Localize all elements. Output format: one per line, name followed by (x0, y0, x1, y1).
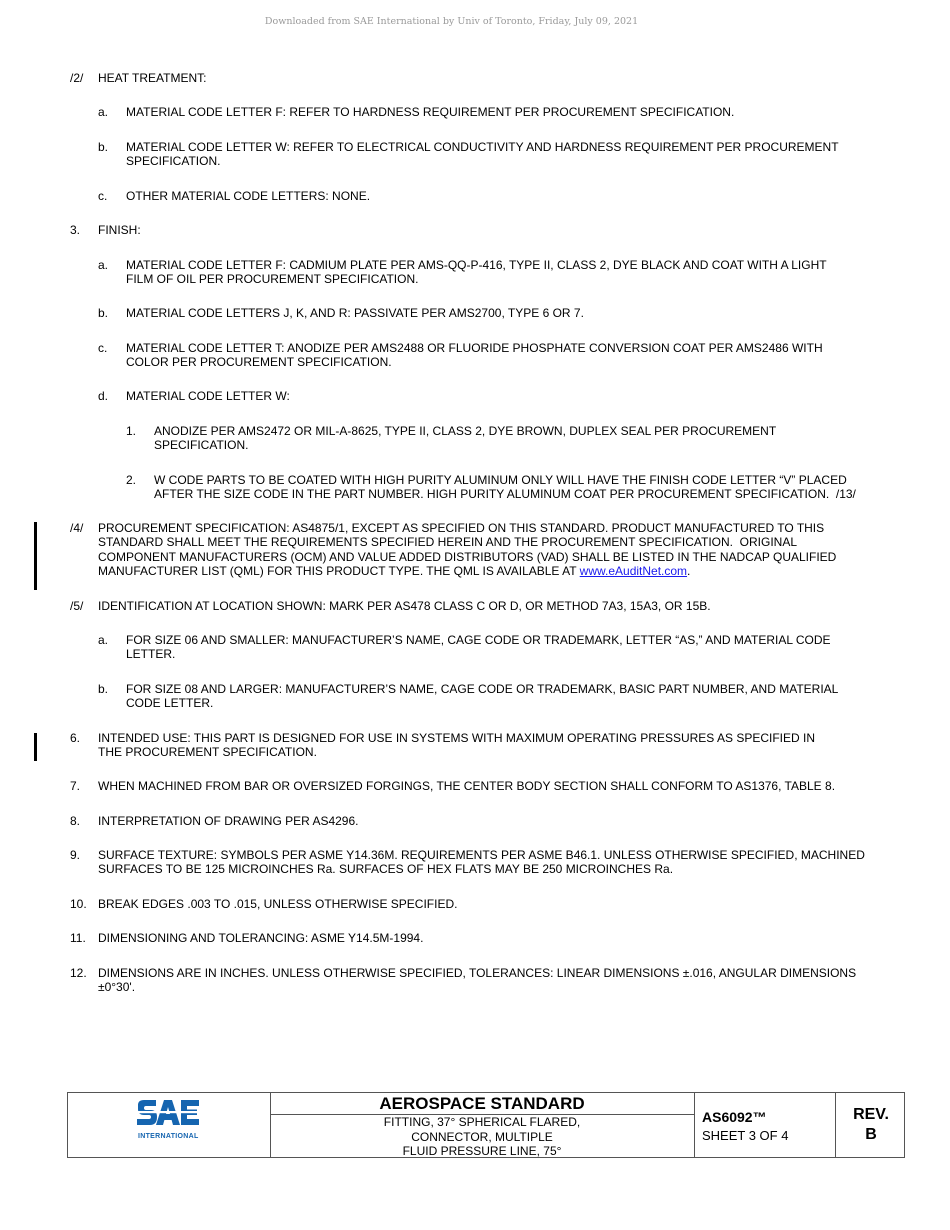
note-2a-text: MATERIAL CODE LETTER F: REFER TO HARDNESS REQUIREMENT PER PROCUREMENT SPECIFICATION. (126, 105, 735, 119)
note-2b-text-line1: MATERIAL CODE LETTER W: REFER TO ELECTRICAL CONDUCTIVITY AND HARDNESS REQUIREMENT PER PROCUREMENT (126, 140, 839, 154)
sheet-number: SHEET 3 OF 4 (702, 1128, 789, 1143)
note-9-text-line1: SURFACE TEXTURE: SYMBOLS PER ASME Y14.36M. REQUIREMENTS PER ASME B46.1. UNLESS OTHERWISE SPECIFIED, MACHINED (98, 848, 865, 862)
sae-logo-cell (68, 1093, 270, 1157)
sae-logo (136, 1099, 202, 1133)
note-6-number: 6. (70, 731, 81, 745)
eauditnet-link[interactable]: www.eAuditNet.com (579, 564, 688, 578)
note-2b-label: b. (98, 140, 109, 154)
note-12-text-line2: ±0°30'. (98, 980, 136, 994)
note-3d2-text-line1: W CODE PARTS TO BE COATED WITH HIGH PURITY ALUMINUM ONLY WILL HAVE THE FINISH CODE LETTER “V” PLACED (154, 473, 847, 487)
note-5a-label: a. (98, 633, 109, 647)
note-10-number: 10. (70, 897, 87, 911)
note-2-number: /2/ (70, 71, 84, 85)
note-3d1-label: 1. (126, 424, 137, 438)
note-3a-text-line2: FILM OF OIL PER PROCUREMENT SPECIFICATION. (126, 272, 419, 286)
note-4-text-line1: PROCUREMENT SPECIFICATION: AS4875/1, EXCEPT AS SPECIFIED ON THIS STANDARD. PRODUCT MANUFACTURED TO THIS (98, 521, 825, 535)
sae-logo-subtitle: INTERNATIONAL (138, 1133, 199, 1140)
note-3-title: FINISH: (98, 223, 141, 237)
note-8-text: INTERPRETATION OF DRAWING PER AS4296. (98, 814, 359, 828)
standard-subtitle (270, 1115, 694, 1159)
standard-subtitle-line3: FLUID PRESSURE LINE, 75° (402, 1144, 562, 1158)
note-5-number: /5/ (70, 599, 84, 613)
note-6-text-line1: INTENDED USE: THIS PART IS DESIGNED FOR USE IN SYSTEMS WITH MAXIMUM OPERATING PRESSURES AS SPECIFIED IN (98, 731, 815, 745)
note-3a-label: a. (98, 258, 109, 272)
title-block (67, 1092, 905, 1158)
note-2b-text-line2: SPECIFICATION. (126, 154, 221, 168)
note-5b-text-line2: CODE LETTER. (126, 696, 214, 710)
note-2a-label: a. (98, 105, 109, 119)
note-12-number: 12. (70, 966, 87, 980)
revision-bar-note-4 (34, 522, 37, 590)
note-7-number: 7. (70, 779, 81, 793)
note-5-title: IDENTIFICATION AT LOCATION SHOWN: MARK PER AS478 CLASS C OR D, OR METHOD 7A3, 15A3, OR 15B. (98, 599, 711, 613)
note-4-text-line4-end: . (687, 564, 691, 578)
note-3d2-label: 2. (126, 473, 137, 487)
note-3c-text-line1: MATERIAL CODE LETTER T: ANODIZE PER AMS2488 OR FLUORIDE PHOSPHATE CONVERSION COAT PER AMS2486 WITH (126, 341, 823, 355)
note-3d1-text-line1: ANODIZE PER AMS2472 OR MIL-A-8625, TYPE II, CLASS 2, DYE BROWN, DUPLEX SEAL PER PROCUREMENT (154, 424, 777, 438)
note-4-number: /4/ (70, 521, 84, 535)
note-3b-text: MATERIAL CODE LETTERS J, K, AND R: PASSIVATE PER AMS2700, TYPE 6 OR 7. (126, 306, 584, 320)
note-3a-text-line1: MATERIAL CODE LETTER F: CADMIUM PLATE PER AMS-QQ-P-416, TYPE II, CLASS 2, DYE BLACK AND COAT WITH A LIGHT (126, 258, 827, 272)
note-11-number: 11. (70, 931, 86, 945)
note-3d1-text-line2: SPECIFICATION. (154, 438, 249, 452)
revision-value: B (865, 1126, 877, 1143)
note-3c-label: c. (98, 341, 108, 355)
note-2c-text: OTHER MATERIAL CODE LETTERS: NONE. (126, 189, 371, 203)
note-9-number: 9. (70, 848, 81, 862)
note-4-text-line2: STANDARD SHALL MEET THE REQUIREMENTS SPECIFIED HEREIN AND THE PROCUREMENT SPECIFICATION. ORIGINAL (98, 535, 797, 549)
download-watermark: Downloaded from SAE International by Univ of Toronto, Friday, July 09, 2021 (264, 16, 639, 27)
note-5a-text-line1: FOR SIZE 06 AND SMALLER: MANUFACTURER’S NAME, CAGE CODE OR TRADEMARK, LETTER “AS,” AND MATERIAL CODE (126, 633, 831, 647)
standard-subtitle-line1: FITTING, 37° SPHERICAL FLARED, (383, 1115, 581, 1129)
note-7-text: WHEN MACHINED FROM BAR OR OVERSIZED FORGINGS, THE CENTER BODY SECTION SHALL CONFORM TO AS1376, TABLE 8. (98, 779, 836, 793)
note-10-text: BREAK EDGES .003 TO .015, UNLESS OTHERWISE SPECIFIED. (98, 897, 458, 911)
note-5a-text-line2: LETTER. (126, 647, 176, 661)
note-11-text: DIMENSIONING AND TOLERANCING: ASME Y14.5M-1994. (98, 931, 424, 945)
note-3b-label: b. (98, 306, 109, 320)
note-3c-text-line2: COLOR PER PROCUREMENT SPECIFICATION. (126, 355, 392, 369)
note-2c-label: c. (98, 189, 108, 203)
note-12-text-line1: DIMENSIONS ARE IN INCHES. UNLESS OTHERWISE SPECIFIED, TOLERANCES: LINEAR DIMENSIONS ±.016, ANGULAR DIMENSIONS (98, 966, 857, 980)
note-9-text-line2: SURFACES TO BE 125 MICROINCHES Ra. SURFACES OF HEX FLATS MAY BE 250 MICROINCHES Ra. (98, 862, 674, 876)
note-2-title: HEAT TREATMENT: (98, 71, 207, 85)
note-4-text-line3: COMPONENT MANUFACTURERS (OCM) AND VALUE ADDED DISTRIBUTORS (VAD) SHALL BE LISTED IN THE NADCAP QUALIFIED (98, 550, 837, 564)
document-number: AS6092™ (702, 1109, 767, 1125)
note-8-number: 8. (70, 814, 81, 828)
note-5b-label: b. (98, 682, 109, 696)
standard-title: AEROSPACE STANDARD (270, 1093, 694, 1115)
note-6-text-line2: THE PROCUREMENT SPECIFICATION. (98, 745, 317, 759)
note-3d-label: d. (98, 389, 109, 403)
note-3d2-text-line2: AFTER THE SIZE CODE IN THE PART NUMBER. HIGH PURITY ALUMINUM COAT PER PROCUREMENT SPECIFICATION. /13/ (154, 487, 856, 501)
divider (694, 1093, 695, 1157)
standard-subtitle-line2: CONNECTOR, MULTIPLE (411, 1129, 553, 1144)
revision-block (836, 1105, 906, 1145)
note-4-text-line4-lead: MANUFACTURER LIST (QML) FOR THIS PRODUCT TYPE. THE QML IS AVAILABLE AT (98, 564, 580, 578)
revision-bar-note-6 (34, 733, 37, 761)
note-3d-text: MATERIAL CODE LETTER W: (126, 389, 290, 403)
note-3-number: 3. (70, 223, 81, 237)
note-5b-text-line1: FOR SIZE 08 AND LARGER: MANUFACTURER’S NAME, CAGE CODE OR TRADEMARK, BASIC PART NUMBER, AND MATERIAL (126, 682, 839, 696)
note-4-text-line4 (98, 564, 690, 579)
revision-label: REV. (853, 1106, 889, 1123)
